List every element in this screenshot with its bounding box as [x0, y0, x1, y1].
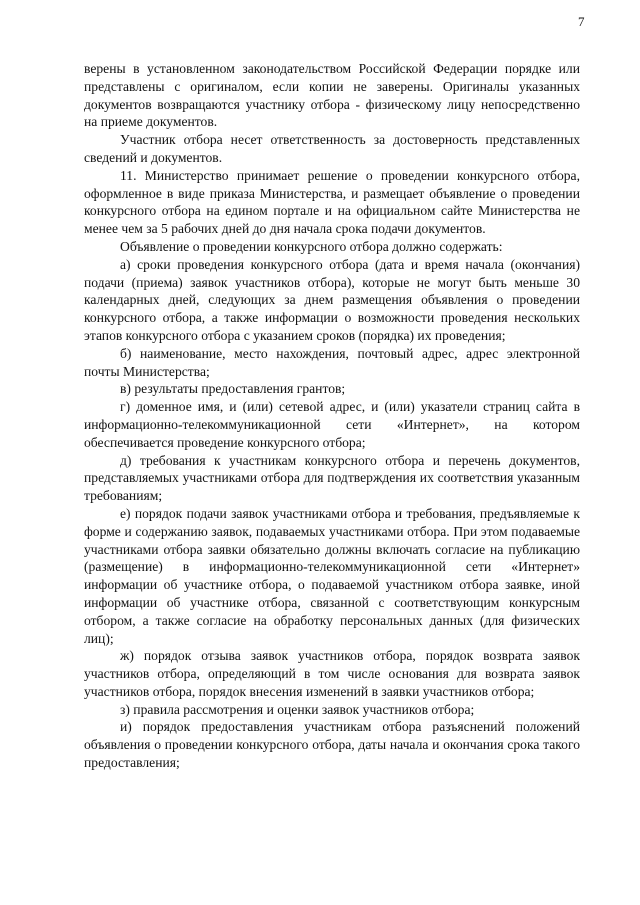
paragraph-announcement-intro: Объявление о проведении конкурсного отбора должно содержать:	[120, 238, 503, 254]
list-item-d: д) требования к участникам конкурсного отбора и перечень документов, представляемых участниками отбора для подтверждения их соответствия указанным требованиям;	[84, 452, 580, 504]
document-body	[84, 60, 580, 772]
paragraph-responsibility: Участник отбора несет ответственность за достоверность представленных сведений и документов.	[84, 132, 580, 165]
list-item-e: е) порядок подачи заявок участниками отбора и требования, предъявляемые к форме и содержанию заявок, подаваемых участниками отбора. При этом подаваемые участниками отбора заявки обязательно должны включать согласие на публикацию (размещение) в информационно-телекоммуникационной сети «Интернет» информации об участнике отбора, о подаваемой участником отбора заявке, иной информации об участнике отбора, связанной с соответствующим конкурсным отбором, а также согласие на обработку персональных данных (для физических лиц);	[84, 505, 580, 646]
page-number: 7	[578, 14, 585, 29]
list-item-a: а) сроки проведения конкурсного отбора (дата и время начала (окончания) подачи (приема) заявок участников отбора), которые не могут быть меньше 30 календарных дней, следующих за днем размещения объявления о проведении конкурсного отбора, а также информации о возможности проведения нескольких этапов конкурсного отбора с указанием сроков (порядка) их проведения;	[84, 256, 580, 343]
paragraph-item-11: 11. Министерство принимает решение о проведении конкурсного отбора, оформленное в виде приказа Министерства, и размещает объявление о проведении конкурсного отбора на едином портале и на официальном сайте Министерства не менее чем за 5 рабочих дней до дня начала срока подачи документов.	[84, 167, 580, 237]
paragraph-continuation: верены в установленном законодательством Российской Федерации порядке или представлены с оригиналом, если копии не заверены. Оригиналы указанных документов возвращаются участнику отбора - физическому лицу непосредственно на приеме документов.	[84, 61, 580, 130]
list-item-z: з) правила рассмотрения и оценки заявок участников отбора;	[120, 701, 475, 717]
list-item-i: и) порядок предоставления участникам отбора разъяснений положений объявления о проведении конкурсного отбора, даты начала и окончания срока такого предоставления;	[84, 719, 580, 771]
list-item-v: в) результаты предоставления грантов;	[120, 381, 346, 397]
list-item-b: б) наименование, место нахождения, почтовый адрес, адрес электронной почты Министерства;	[84, 345, 580, 379]
list-item-g: г) доменное имя, и (или) сетевой адрес, и (или) указатели страниц сайта в информационно-телекоммуникационной сети «Интернет», на котором обеспечивается проведение конкурсного отбора;	[84, 399, 580, 450]
list-item-zh: ж) порядок отзыва заявок участников отбора, порядок возврата заявок участников отбора, определяющий в том числе основания для возврата заявок участников отбора, порядок внесения изменений в заявки участников отбора;	[84, 648, 580, 699]
